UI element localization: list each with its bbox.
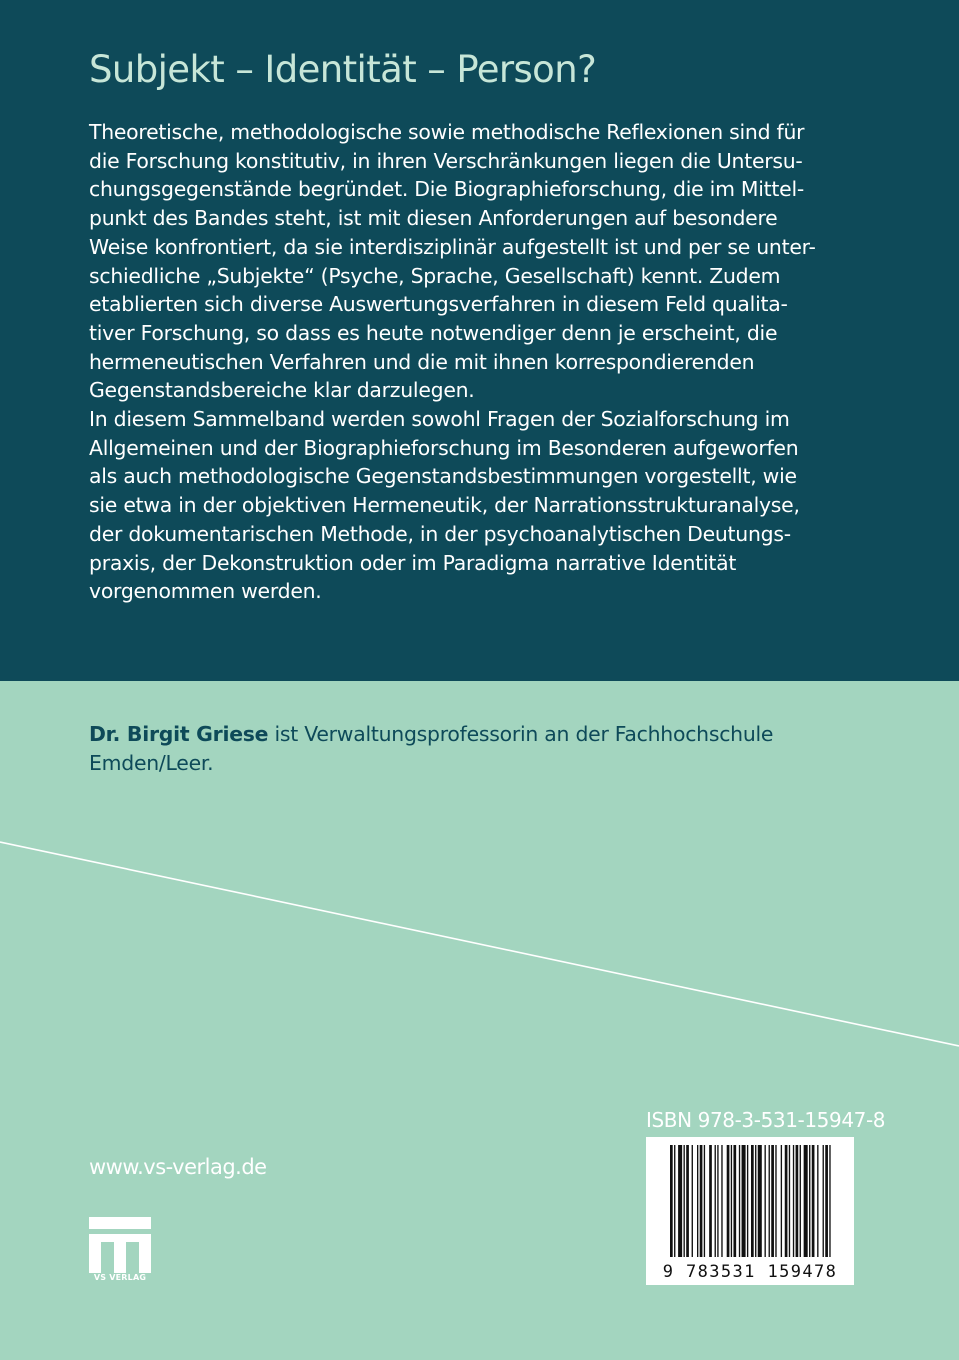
barcode-bar — [751, 1145, 754, 1257]
barcode-bar — [793, 1145, 794, 1257]
barcode-bar — [731, 1145, 732, 1257]
barcode-bar — [692, 1145, 693, 1257]
blurb-line: der dokumentarischen Methode, in der psychoanalytischen Deutungs- — [89, 521, 791, 546]
barcode-bar — [800, 1145, 801, 1257]
barcode-bar — [686, 1145, 689, 1257]
barcode-bar — [775, 1145, 776, 1257]
barcode-bar — [674, 1145, 675, 1257]
barcode-bar — [717, 1145, 718, 1257]
barcode-bar — [789, 1145, 790, 1257]
author-bio-rest: ist Verwaltungsprofessorin an der Fachhochschule — [268, 722, 774, 746]
blurb-line: In diesem Sammelband werden sowohl Fragen der Sozialforschung im — [89, 407, 790, 432]
barcode-bar — [739, 1145, 740, 1257]
barcode-bar — [727, 1145, 730, 1257]
barcode-bar — [804, 1145, 808, 1257]
barcode-bar — [715, 1145, 716, 1257]
author-name: Dr. Birgit Griese — [89, 722, 269, 746]
blurb-line: punkt des Bandes steht, ist mit diesen Anforderungen auf besondere — [89, 206, 778, 231]
blurb-line: Theoretische, methodologische sowie methodische Reflexionen sind für — [89, 120, 805, 144]
blurb-line: sie etwa in der objektiven Hermeneutik, der Narrationsstrukturanalyse, — [89, 493, 800, 518]
barcode-bar — [697, 1145, 698, 1257]
barcode-bar — [781, 1145, 782, 1257]
barcode-bar — [769, 1145, 770, 1257]
barcode-bar — [684, 1145, 685, 1257]
barcode-bar — [809, 1145, 810, 1257]
barcode-bar — [785, 1145, 788, 1257]
barcode-bar — [742, 1145, 746, 1257]
blurb-text — [89, 118, 869, 606]
barcode-bar — [747, 1145, 748, 1257]
blurb-line: die Forschung konstitutiv, in ihren Verschränkungen liegen die Untersu- — [89, 148, 803, 173]
book-title: Subjekt – Identität – Person? — [89, 48, 597, 91]
barcode-bar — [758, 1145, 762, 1257]
barcode — [646, 1137, 854, 1285]
barcode-bar — [700, 1145, 703, 1257]
blurb-line: chungsgegenstände begründet. Die Biographieforschung, die im Mittel- — [89, 177, 804, 202]
barcode-bar — [796, 1145, 799, 1257]
isbn-label: ISBN 978-3-531-15947-8 — [646, 1108, 886, 1132]
blurb-line: vorgenommen werden. — [89, 579, 322, 604]
barcode-bar — [755, 1145, 756, 1257]
barcode-bar — [829, 1145, 830, 1257]
barcode-bar — [817, 1145, 818, 1257]
blurb-line: Gegenstandsbereiche klar darzulegen. — [89, 378, 475, 403]
blurb-line: Allgemeinen und der Biographieforschung im Besonderen aufgeworfen — [89, 435, 799, 460]
blurb-line: als auch methodologische Gegenstandsbestimmungen vorgestellt, wie — [89, 464, 797, 489]
barcode-digits: 9 783531 159478 — [662, 1262, 838, 1282]
blurb-line: schiedliche „Subjekte“ (Psyche, Sprache, Gesellschaft) kennt. Zudem — [89, 263, 781, 288]
author-bio-line: Emden/Leer. — [89, 750, 214, 775]
barcode-bar — [709, 1145, 712, 1257]
barcode-bar — [825, 1145, 828, 1257]
publisher-logo-text: VS VERLAG — [93, 1273, 147, 1282]
blurb-line: etablierten sich diverse Auswertungsverfahren in diesem Feld qualita- — [89, 292, 788, 317]
barcode-bar — [812, 1145, 815, 1257]
barcode-bar — [721, 1145, 722, 1257]
barcode-bar — [733, 1145, 736, 1257]
blurb-line: hermeneutischen Verfahren und die mit ihnen korrespondierenden — [89, 349, 755, 374]
barcode-bar — [678, 1145, 682, 1257]
blurb-line: tiver Forschung, so dass es heute notwendiger denn je erscheint, die — [89, 320, 778, 345]
barcode-bar — [765, 1145, 766, 1257]
barcode-bar — [704, 1145, 705, 1257]
blurb-line: Weise konfrontiert, da sie interdisziplinär aufgestellt ist und per se unter- — [89, 234, 816, 259]
blurb-line: praxis, der Dekonstruktion oder im Paradigma narrative Identität — [89, 550, 737, 575]
publisher-url: www.vs-verlag.de — [89, 1155, 267, 1179]
barcode-bar — [771, 1145, 774, 1257]
barcode-bar — [670, 1145, 673, 1257]
barcode-bar — [823, 1145, 824, 1257]
